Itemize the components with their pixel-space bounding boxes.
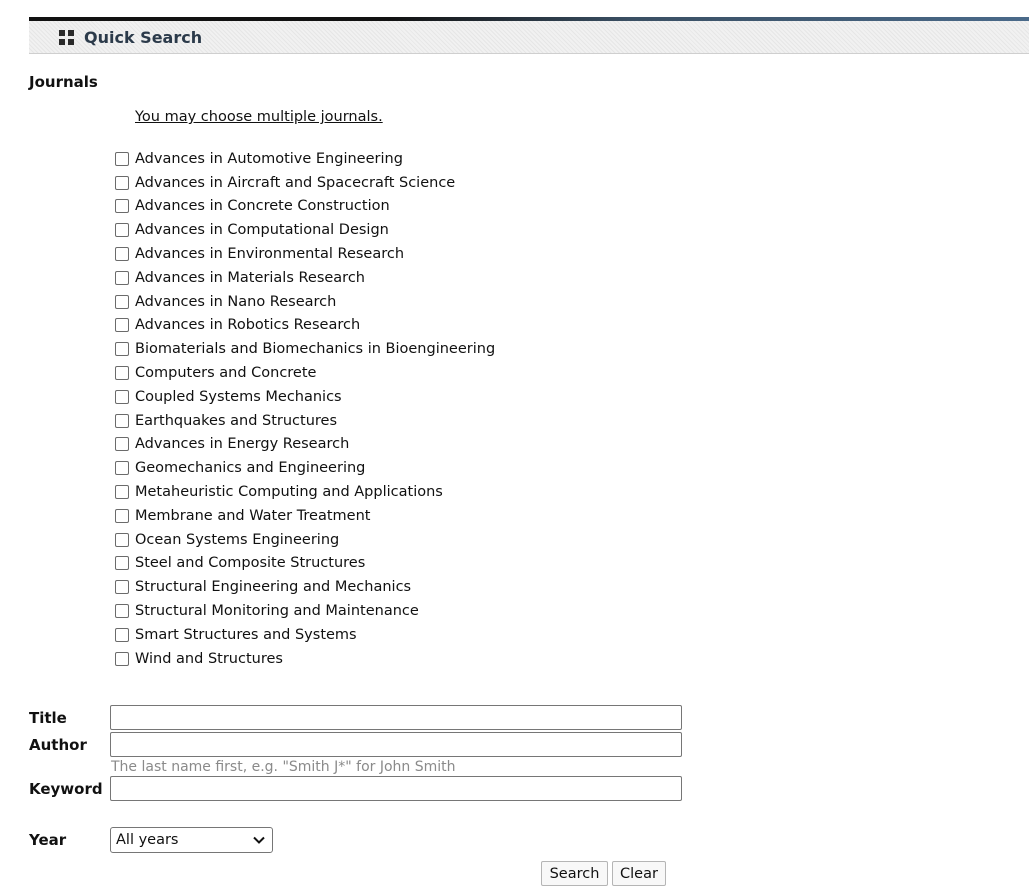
journal-checkbox[interactable] [115,652,129,666]
keyword-label: Keyword [29,780,103,798]
journal-item[interactable] [115,433,535,457]
journal-item[interactable] [115,528,535,552]
title-input[interactable] [110,705,682,730]
journal-item[interactable] [115,266,535,290]
journal-item[interactable] [115,147,535,171]
journal-name: Wind and Structures [135,650,283,667]
journal-checkbox[interactable] [115,533,129,547]
journal-checkbox[interactable] [115,199,129,213]
journal-item[interactable] [115,599,535,623]
journal-checkbox[interactable] [115,390,129,404]
journal-checkbox[interactable] [115,295,129,309]
journals-label: Journals [29,73,98,91]
journal-item[interactable] [115,575,535,599]
journal-item[interactable] [115,195,535,219]
chevron-down-icon [252,833,266,847]
journal-name: Advances in Aircraft and Spacecraft Science [135,174,456,191]
journal-item[interactable] [115,385,535,409]
journal-name: Advances in Concrete Construction [135,198,390,215]
year-label: Year [29,831,67,849]
journal-name: Earthquakes and Structures [135,412,338,429]
journal-name: Computers and Concrete [135,365,317,382]
quick-search-header [29,21,1029,54]
journal-name: Structural Engineering and Mechanics [135,579,412,596]
journal-item[interactable] [115,290,535,314]
journal-checkbox[interactable] [115,437,129,451]
search-button[interactable]: Search [541,861,608,886]
journal-checkbox[interactable] [115,152,129,166]
journal-checkbox[interactable] [115,318,129,332]
author-label: Author [29,736,87,754]
journal-checkbox[interactable] [115,509,129,523]
journal-item[interactable] [115,647,535,671]
journal-item[interactable] [115,171,535,195]
journal-checkbox[interactable] [115,580,129,594]
journal-item[interactable] [115,361,535,385]
journal-item[interactable] [115,409,535,433]
journal-item[interactable] [115,480,535,504]
journal-item[interactable] [115,456,535,480]
journal-name: Advances in Materials Research [135,269,365,286]
year-selected-value: All years [116,832,179,848]
journal-name: Smart Structures and Systems [135,626,357,643]
journal-checkbox[interactable] [115,223,129,237]
journal-name: Advances in Energy Research [135,436,350,453]
journal-name: Ocean Systems Engineering [135,531,340,548]
clear-button[interactable]: Clear [612,861,666,886]
grid-icon [59,30,74,45]
multiple-journals-note: You may choose multiple journals. [135,109,383,125]
journal-name: Geomechanics and Engineering [135,460,366,477]
journal-checkbox[interactable] [115,461,129,475]
journal-name: Advances in Computational Design [135,222,389,239]
header-title: Quick Search [84,27,203,47]
journal-name: Steel and Composite Structures [135,555,366,572]
journal-name: Biomaterials and Biomechanics in Bioengineering [135,341,496,358]
title-label: Title [29,709,67,727]
journal-name: Advances in Nano Research [135,293,337,310]
journal-checkbox[interactable] [115,604,129,618]
journal-item[interactable] [115,337,535,361]
journal-item[interactable] [115,218,535,242]
journal-checkbox[interactable] [115,628,129,642]
journal-checkbox[interactable] [115,342,129,356]
journal-checkbox[interactable] [115,414,129,428]
journal-name: Advances in Automotive Engineering [135,150,403,167]
journal-name: Metaheuristic Computing and Applications [135,484,443,501]
journal-checkbox[interactable] [115,271,129,285]
journal-checkbox[interactable] [115,556,129,570]
journal-checkbox[interactable] [115,176,129,190]
journal-checkbox[interactable] [115,366,129,380]
journal-item[interactable] [115,552,535,576]
journal-name: Advances in Robotics Research [135,317,361,334]
year-select[interactable] [110,827,273,853]
journal-name: Structural Monitoring and Maintenance [135,603,419,620]
journal-item[interactable] [115,623,535,647]
journal-name: Coupled Systems Mechanics [135,388,342,405]
journal-name: Membrane and Water Treatment [135,507,371,524]
journal-checkbox[interactable] [115,247,129,261]
author-input[interactable] [110,732,682,757]
journal-list [115,147,535,671]
author-hint: The last name first, e.g. "Smith J*" for John Smith [111,759,456,775]
journal-item[interactable] [115,314,535,338]
journal-item[interactable] [115,504,535,528]
journal-name: Advances in Environmental Research [135,246,405,263]
journal-item[interactable] [115,242,535,266]
keyword-input[interactable] [110,776,682,801]
journal-checkbox[interactable] [115,485,129,499]
